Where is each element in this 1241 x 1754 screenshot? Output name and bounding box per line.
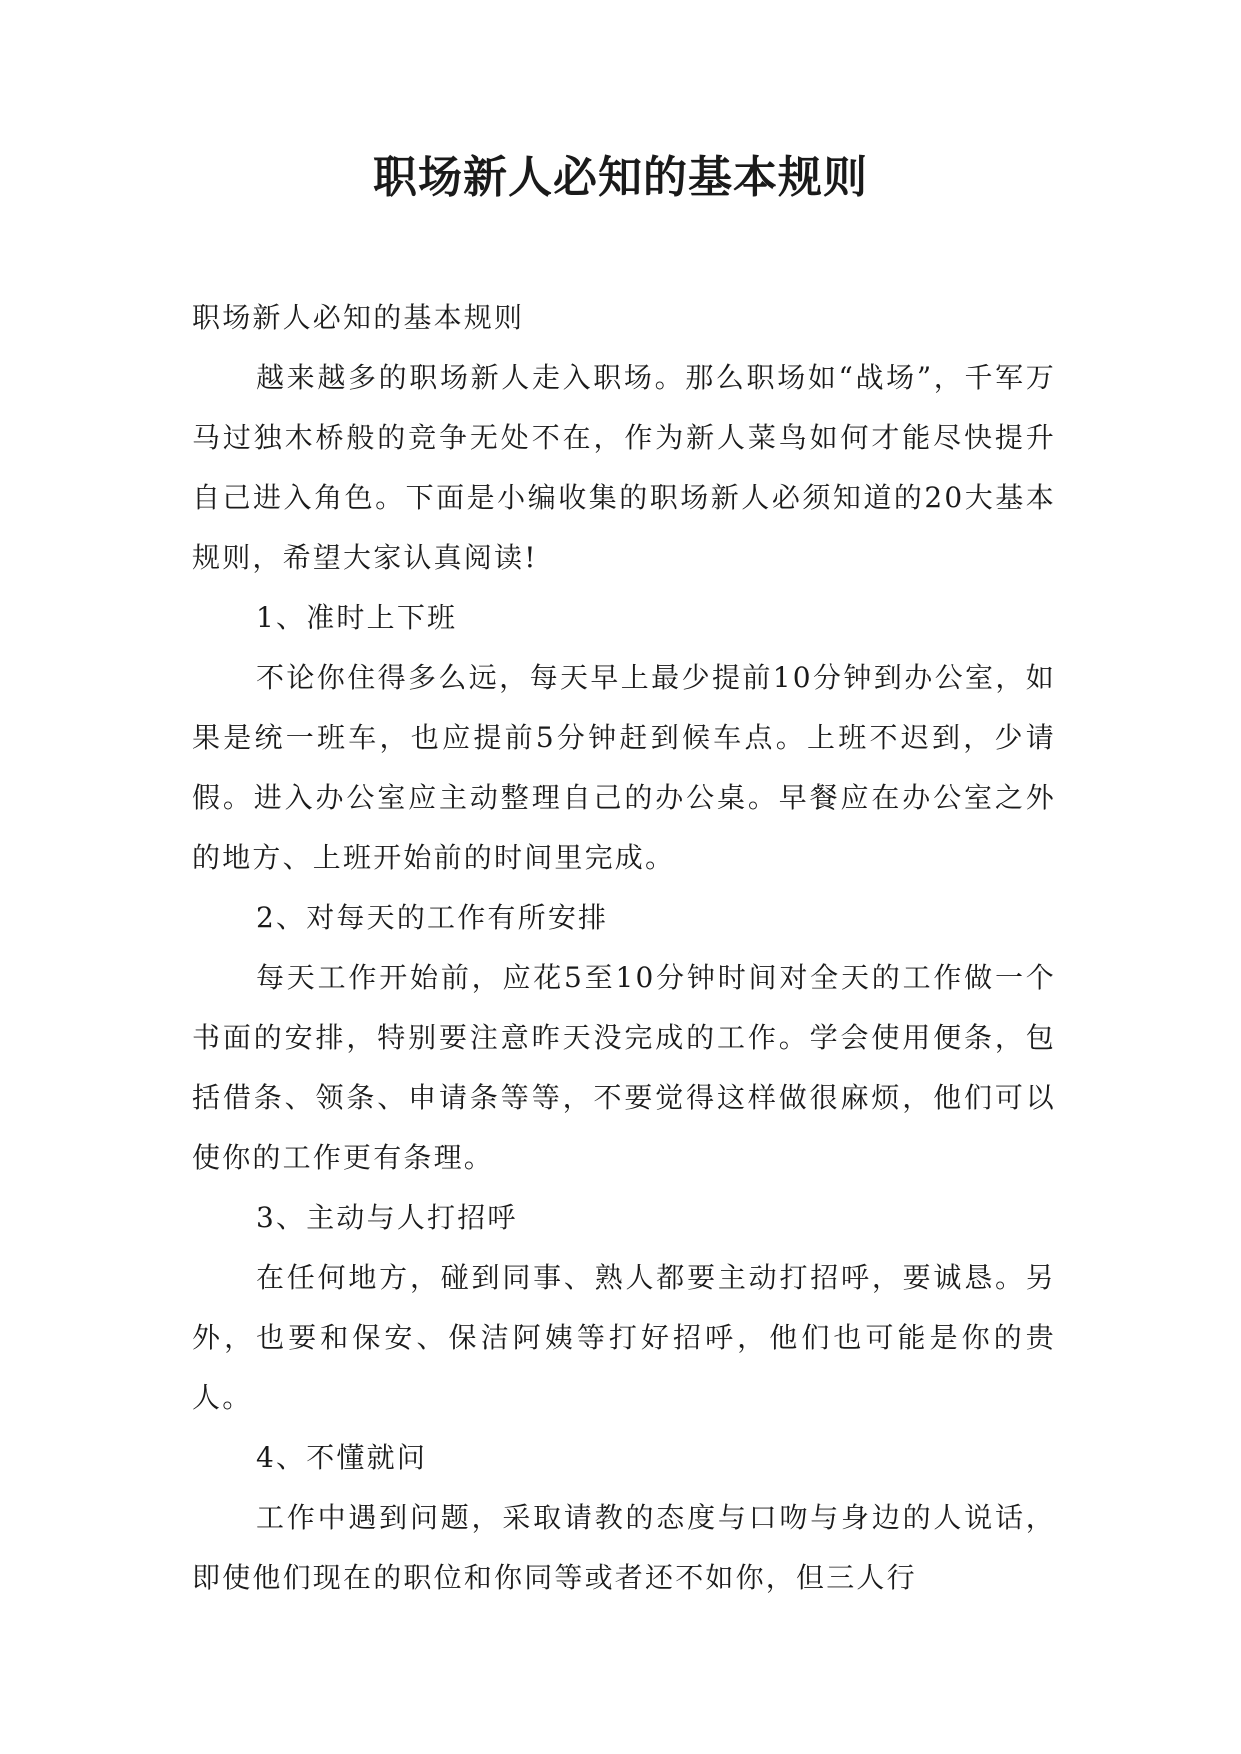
section-heading: 2、对每天的工作有所安排 [256, 901, 609, 934]
intro-paragraph: 越来越多的职场新人走入职场。那么职场如“战场”，千军万马过独木桥般的竞争无处不在，作为新人菜鸟如何才能尽快提升自己进入角色。下面是小编收集的职场新人必须知道的20大基本规则，希望大家认真阅读! [192, 361, 1056, 574]
document-subtitle: 职场新人必知的基本规则 [192, 301, 525, 334]
section-heading: 1、准时上下班 [256, 601, 458, 634]
section-heading: 4、不懂就问 [256, 1441, 428, 1474]
section-paragraph: 工作中遇到问题，采取请教的态度与口吻与身边的人说话，即使他们现在的职位和你同等或者还不如你，但三人行 [192, 1501, 1056, 1594]
section-paragraph: 每天工作开始前，应花5至10分钟时间对全天的工作做一个书面的安排，特别要注意昨天没完成的工作。学会使用便条，包括借条、领条、申请条等等，不要觉得这样做很麻烦，他们可以使你的工作更有条理。 [192, 961, 1056, 1174]
section-heading: 3、主动与人打招呼 [256, 1201, 518, 1234]
document-body [192, 288, 1056, 1608]
section-paragraph: 不论你住得多么远，每天早上最少提前10分钟到办公室，如果是统一班车，也应提前5分钟赶到候车点。上班不迟到，少请假。进入办公室应主动整理自己的办公桌。早餐应在办公室之外的地方、上班开始前的时间里完成。 [192, 661, 1056, 874]
section-paragraph: 在任何地方，碰到同事、熟人都要主动打招呼，要诚恳。另外，也要和保安、保洁阿姨等打好招呼，他们也可能是你的贵人。 [192, 1261, 1056, 1414]
document-title: 职场新人必知的基本规则 [373, 152, 868, 203]
